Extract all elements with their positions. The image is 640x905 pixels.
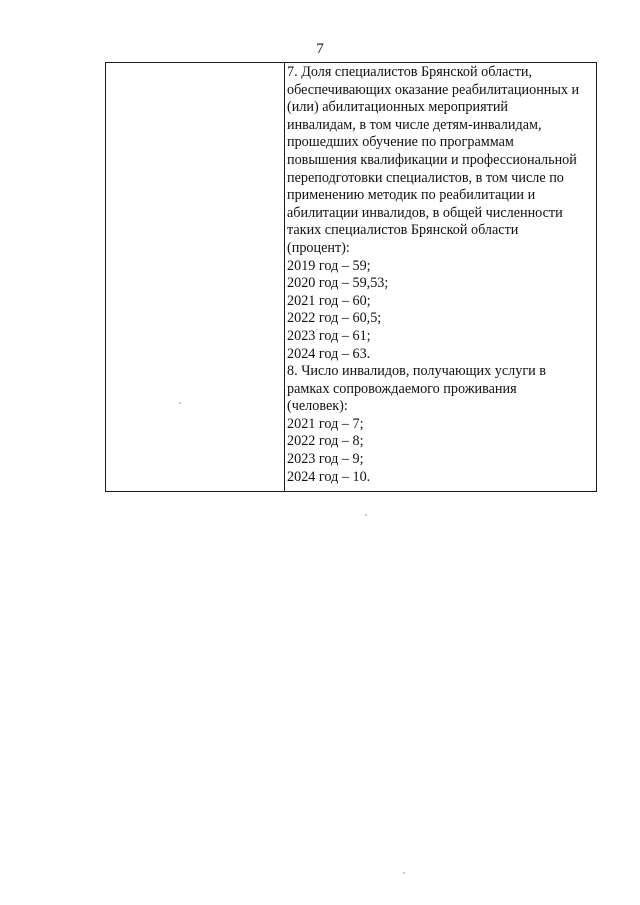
text-line: 8. Число инвалидов, получающих услуги в (287, 363, 546, 380)
year-value-line: 2019 год – 59; (287, 257, 371, 274)
year-value-line: 2024 год – 63. (287, 345, 371, 362)
scan-speck (179, 402, 181, 404)
scan-speck (403, 872, 405, 874)
text-line: таких специалистов Брянской области (287, 222, 519, 239)
text-line: повышения квалификации и профессиональной (287, 151, 577, 168)
year-value-line: 2022 год – 60,5; (287, 310, 382, 327)
text-line: обеспечивающих оказание реабилитационных и (287, 81, 580, 98)
scan-speck (365, 514, 367, 516)
year-value-line: 2023 год – 61; (287, 327, 371, 344)
text-line: инвалидам, в том числе детям-инвалидам, (287, 116, 542, 133)
year-value-line: 2021 год – 7; (287, 415, 364, 432)
text-line: прошедших обучение по программам (287, 134, 514, 151)
year-value-line: 2024 год – 10. (287, 468, 371, 485)
page-number: 7 (316, 41, 324, 57)
year-value-line: 2022 год – 8; (287, 433, 364, 450)
text-line: (или) абилитационных мероприятий (287, 99, 509, 116)
table-cell-right (285, 63, 596, 491)
text-line: абилитации инвалидов, в общей численности (287, 204, 563, 221)
text-line: переподготовки специалистов, в том числе по (287, 169, 564, 186)
year-value-line: 2021 год – 60; (287, 292, 371, 309)
year-value-line: 2020 год – 59,53; (287, 275, 389, 292)
year-value-line: 2023 год – 9; (287, 451, 364, 468)
indicator-table (105, 62, 597, 492)
text-line: применению методик по реабилитации и (287, 187, 536, 204)
table-cell-left (106, 63, 285, 491)
text-line: (человек): (287, 398, 348, 415)
text-line: рамках сопровождаемого проживания (287, 380, 517, 397)
text-line: 7. Доля специалистов Брянской области, (287, 64, 533, 80)
text-line: (процент): (287, 239, 350, 256)
